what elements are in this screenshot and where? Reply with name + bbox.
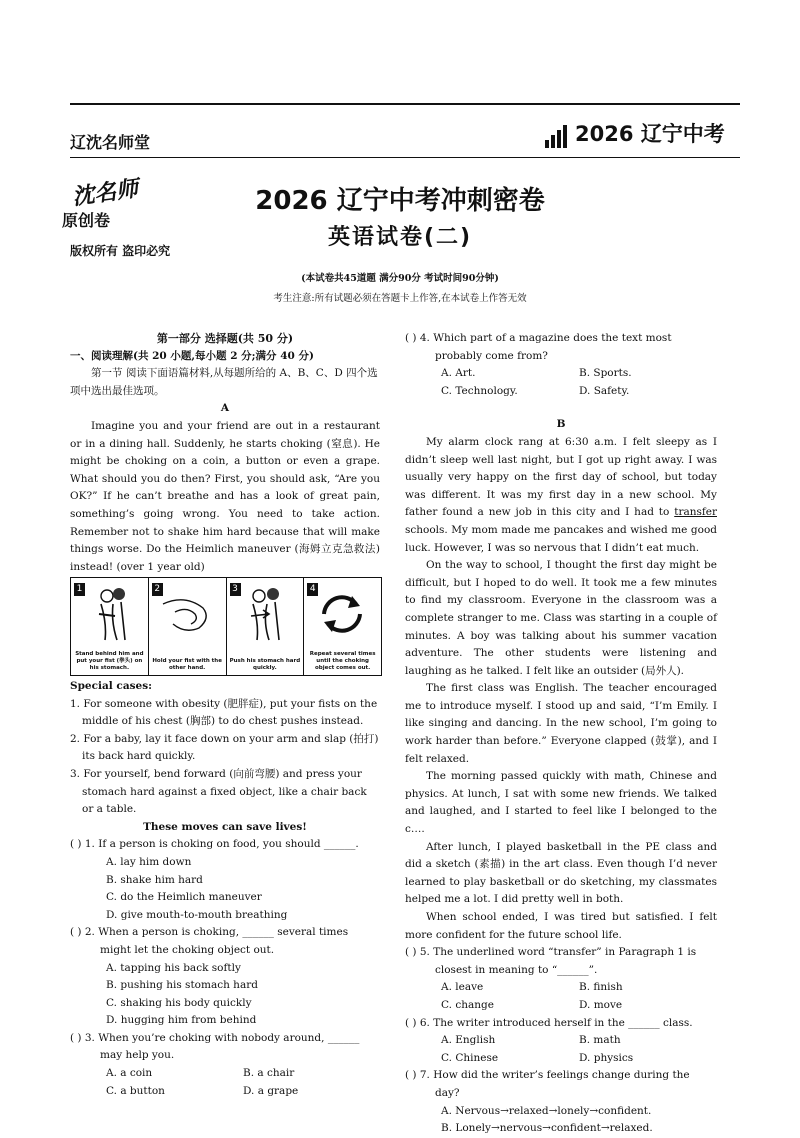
- passage-b-paragraph-1: [405, 434, 717, 557]
- question-6-option: C. Chinese: [441, 1051, 499, 1064]
- question-3-options-row: [70, 1083, 380, 1101]
- special-cases-list: [70, 696, 380, 819]
- question-3-stem: ( ) 3. When you’re choking with nobody around, ______ may help you.: [70, 1031, 360, 1062]
- figure-step-1: [71, 578, 149, 675]
- question-7-option: B. Lonely→nervous→confident→relaxed.: [441, 1122, 653, 1135]
- left-column-bottom: [70, 678, 380, 1100]
- heimlich-steps-figure: [70, 577, 382, 676]
- question-1-option: A. lay him down: [106, 855, 192, 868]
- header-series-text: 2026 辽宁中考: [575, 122, 725, 146]
- question-7-option: A. Nervous→relaxed→lonely→confident.: [441, 1104, 652, 1117]
- step-number: 1: [74, 583, 85, 596]
- step-caption: Push his stomach hard quickly.: [229, 658, 301, 671]
- motto: These moves can save lives!: [143, 820, 307, 833]
- stamp-line-1: 沈名师: [70, 175, 140, 211]
- rescuer-behind-person-icon: [77, 584, 141, 642]
- exam-note: 考生注意:所有试题必须在答题卡上作答,在本试卷上作答无效: [273, 293, 527, 304]
- question-5-option: B. finish: [579, 981, 623, 994]
- question-6-option: A. English: [441, 1034, 496, 1047]
- question-2-stem: ( ) 2. When a person is choking, ______ several times might let the choking object out.: [70, 926, 349, 956]
- question-6-stem: ( ) 6. The writer introduced herself in the ______ class.: [405, 1016, 693, 1029]
- question-6-option: D. physics: [579, 1051, 634, 1064]
- question-4-option: A. Art.: [441, 367, 476, 380]
- question-1-option: D. give mouth-to-mouth breathing: [106, 908, 288, 921]
- step-number: 4: [307, 583, 318, 596]
- underlined-word: transfer: [674, 506, 717, 519]
- question-3-options-row: [70, 1065, 380, 1083]
- special-case-item: 3. For yourself, bend forward (向前弯腰) and press your stomach hard against a fixed object, like a chair back or a table.: [70, 767, 367, 816]
- figure-step-4: [304, 578, 381, 675]
- question-5-option: C. change: [441, 998, 494, 1011]
- question-5-option: D. move: [579, 998, 623, 1011]
- question-4-stem: ( ) 4. Which part of a magazine does the text most probably come from?: [405, 332, 672, 362]
- question-3-option: B. a chair: [243, 1067, 295, 1080]
- repeat-arrows-icon: [310, 584, 374, 642]
- special-cases-title: Special cases:: [70, 680, 153, 692]
- question-3-option: C. a button: [106, 1084, 165, 1097]
- question-1-stem: ( ) 1. If a person is choking on food, you should ______.: [70, 838, 359, 851]
- step-number: 2: [152, 583, 163, 596]
- question-4-option: D. Safety.: [579, 384, 630, 397]
- question-4-options-row: [405, 365, 717, 383]
- special-case-item: 2. For a baby, lay it face down on your arm and slap (拍打) its back hard quickly.: [70, 732, 379, 763]
- right-column: [405, 330, 717, 1138]
- header-bottom-rule: [70, 157, 740, 158]
- paragraph-1-rest: schools. My mom made me pancakes and wished me good luck. However, I was so nervous that I didn’t eat much.: [405, 523, 717, 554]
- question-6-options-row: [405, 1050, 717, 1068]
- question-2-option: A. tapping his back softly: [106, 961, 241, 974]
- question-4-option: B. Sports.: [579, 367, 632, 380]
- bar-chart-logo-icon: [545, 124, 569, 148]
- passage-a-label: A: [220, 402, 230, 415]
- question-5-options-row: [405, 997, 717, 1015]
- exam-title: 2026 辽宁中考冲刺密卷: [255, 186, 545, 216]
- question-1-option: B. shake him hard: [106, 873, 203, 886]
- fist-in-hand-icon: [155, 584, 219, 642]
- special-case-item: 1. For someone with obesity (肥胖症), put your fists on the middle of his chest (胸部) to do chest pushes instead.: [70, 697, 378, 728]
- question-5-option: A. leave: [441, 981, 484, 994]
- question-5-stem: ( ) 5. The underlined word “transfer” in Paragraph 1 is closest in meaning to “______”.: [405, 946, 697, 976]
- stamp-line-2: 原创卷: [62, 211, 111, 230]
- question-2-option: C. shaking his body quickly: [106, 996, 252, 1009]
- question-6-option: B. math: [579, 1034, 621, 1047]
- step-number: 3: [230, 583, 241, 596]
- passage-b-label: B: [556, 418, 566, 431]
- question-1-option: C. do the Heimlich maneuver: [106, 891, 262, 904]
- passage-b-paragraph: After lunch, I played basketball in the PE class and did a sketch (素描) in the art class. Even though I’d never learned to play basketball or do sketching, my classmates helped me a lot. I did pretty well in both.: [405, 840, 717, 906]
- exam-info: (本试卷共45道题 满分90分 考试时间90分钟): [301, 273, 499, 284]
- header-top-rule: [70, 103, 740, 105]
- passage-b-paragraph: The first class was English. The teacher encouraged me to introduce myself. I stood up and said, “I’m Emily. I like singing and dancing. In the new school, I’m going to work harder than before.” Everyone clapped (鼓掌), and I felt relaxed.: [405, 682, 717, 765]
- stamp-line-3: 版权所有 盗印必究: [70, 244, 171, 258]
- exam-subtitle: 英语试卷(二): [327, 225, 473, 250]
- step-caption: Hold your fist with the other hand.: [152, 658, 222, 671]
- paragraph-1-text: My alarm clock rang at 6:30 a.m. I felt sleepy as I didn’t sleep well last night, but I got up right away. I was usually very happy on the first day of school, but today was different. It was my first day in a new school. My father found a new job in this city and I had to: [405, 435, 717, 519]
- question-5-options-row: [405, 979, 717, 997]
- question-4-options-row: [405, 383, 717, 401]
- passage-b-paragraph: The morning passed quickly with math, Chinese and physics. At lunch, I sat with some new friends. We talked and laughed, and I started to feel like I belonged to the c….: [405, 770, 717, 836]
- push-stomach-icon: [233, 584, 297, 642]
- header-brand: 辽沈名师堂: [70, 133, 151, 152]
- question-6-options-row: [405, 1032, 717, 1050]
- passage-b-paragraph: When school ended, I was tired but satisfied. I felt more confident for the future school life.: [405, 911, 717, 941]
- question-7-stem: ( ) 7. How did the writer’s feelings change during the day?: [405, 1069, 690, 1099]
- passage-b-paragraph: On the way to school, I thought the first day might be difficult, but I hoped to do well. It took me a few minutes to find my classroom. Everyone in the classroom was a complete stranger to me. Class was starting in a couple of minutes. A boy was talking about his summer vacation adventure. The other students were listening and laughing as he talked. I felt like an outsider (局外人).: [405, 559, 717, 677]
- part-heading: 第一部分 选择题(共 50 分): [156, 332, 294, 345]
- step-caption: Repeat several times until the choking object comes out.: [309, 651, 376, 671]
- question-2-option: B. pushing his stomach hard: [106, 979, 258, 992]
- figure-step-3: [227, 578, 305, 675]
- section-heading: 一、阅读理解(共 20 小题,每小题 2 分;满分 40 分): [70, 349, 314, 362]
- question-4-option: C. Technology.: [441, 384, 518, 397]
- left-column-top: [70, 330, 380, 576]
- passage-a-text: Imagine you and your friend are out in a restaurant or in a dining hall. Suddenly, he starts choking (窒息). He might be choking on a coin, a button or even a grape. What should you do then? First, you should ask, “Are you OK?” If he can’t breathe and has a look of great pain, something’s going wrong. You need to take action. Remember not to shake him hard because that will make things worse. Do the Heimlich maneuver (海姆立克急救法) instead! (over 1 year old): [70, 419, 380, 573]
- header-series-title: [545, 118, 725, 148]
- step-caption: Stand behind him and put your fist (拳头) on his stomach.: [75, 651, 144, 671]
- question-2-option: D. hugging him from behind: [106, 1014, 257, 1027]
- section-instruction: 第一节 阅读下面语篇材料,从每题所给的 A、B、C、D 四个选项中选出最佳选项。: [70, 367, 378, 397]
- question-3-option: A. a coin: [106, 1067, 153, 1080]
- question-3-option: D. a grape: [243, 1084, 299, 1097]
- figure-step-2: [149, 578, 227, 675]
